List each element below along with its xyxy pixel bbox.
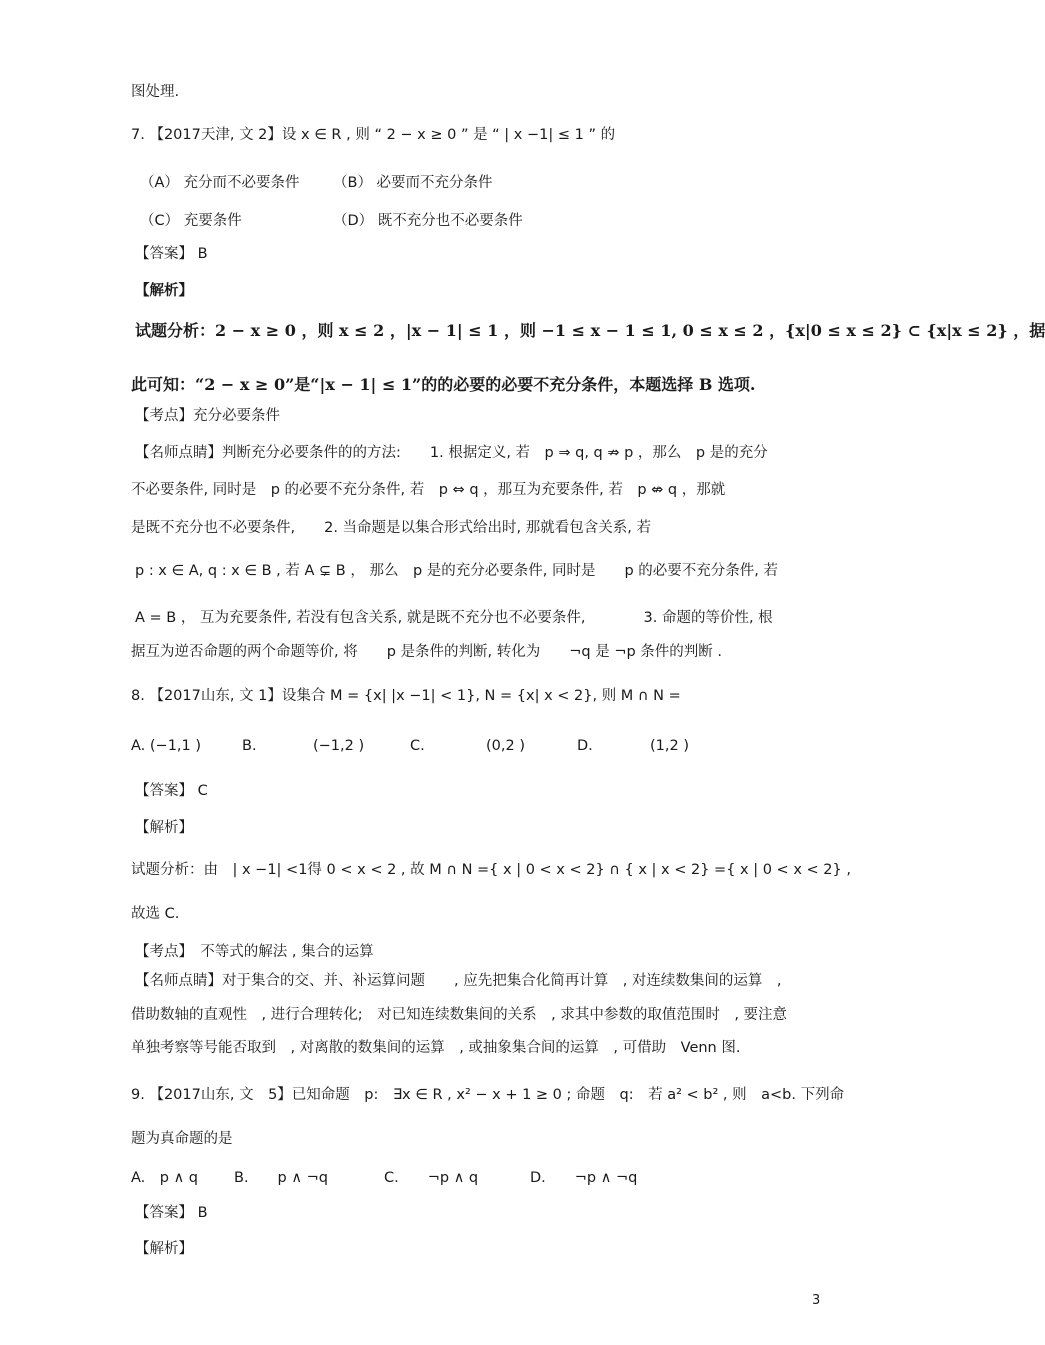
analysis-text: 试题分析：由 | x −1| <1得 0 < x < 2 , 故 M ∩ N ={ x | 0 < x < 2} ∩ { x | x < 2} ={ x | 0 < x < 2} , [131,862,851,878]
answer-label: 【答案】 C [135,783,208,799]
tip-text: 是既不充分也不必要条件, 2. 当命题是以集合形式给出时, 那就看包含关系, 若 [131,520,651,536]
option-b: B. p ∧ ¬q [234,1170,328,1186]
option-d-label: D. [577,738,593,754]
tip-text: 单独考察等号能否取到 , 对离散的数集间的运算 , 或抽象集合间的运算 , 可借助 Venn 图. [131,1040,741,1056]
tip-text: 【名师点睛】判断充分必要条件的的方法: 1. 根据定义, 若 p ⇒ q, q ⇏ p ，那么 p 是的充分 [135,445,768,461]
option-a: （A） 充分而不必要条件 [140,175,300,191]
analysis-text: 试题分析：2 − x ≥ 0 ，则 x ≤ 2 ，|x − 1| ≤ 1 ，则 −1 ≤ x − 1 ≤ 1, 0 ≤ x ≤ 2 ，{x|0 ≤ x ≤ 2} ⊂ {x|x ≤ 2} ，据 [135,321,1045,340]
tip-text: 据互为逆否命题的两个命题等价, 将 p 是条件的判断, 转化为 ¬q 是 ¬p 条件的判断 . [131,644,722,660]
question-7-stem: 7. 【2017天津, 文 2】设 x ∈ R , 则 “ 2 − x ≥ 0 ” 是 “ | x −1| ≤ 1 ” 的 [131,127,616,143]
option-b-label: B. [242,738,257,754]
option-d: D. ¬p ∧ ¬q [530,1170,638,1186]
question-8-stem: 8. 【2017山东, 文 1】设集合 M = {x| |x −1| < 1}, N = {x| x < 2}, 则 M ∩ N = [131,688,681,704]
analysis-heading: 【解析】 [135,283,193,299]
option-c: （C） 充要条件 [140,213,242,229]
tip-text: 借助数轴的直观性 , 进行合理转化; 对已知连续数集间的关系 , 求其中参数的取值范围时 , 要注意 [131,1007,788,1023]
option-d: （D） 既不充分也不必要条件 [333,213,523,229]
answer-label: 【答案】 B [135,246,208,262]
option-c: C. ¬p ∧ q [384,1170,479,1186]
analysis-heading: 【解析】 [135,820,193,836]
analysis-heading: 【解析】 [135,1241,193,1257]
option-a: A. (−1,1 ) [131,738,202,754]
analysis-text: 此可知：“2 − x ≥ 0”是“|x − 1| ≤ 1”的的必要的必要不充分条件，本题选择 B 选项. [131,375,756,394]
tip-text: 不必要条件, 同时是 p 的必要不充分条件, 若 p ⇔ q ，那互为充要条件, 若 p ⇎ q ，那就 [131,482,726,498]
key-point: 【考点】充分必要条件 [135,408,280,424]
tip-text: 【名师点睛】对于集合的交、并、补运算问题 , 应先把集合化简再计算 , 对连续数集间的运算 , [135,973,782,989]
tip-text: p : x ∈ A, q : x ∈ B , 若 A ⊊ B ， 那么 p 是的充分必要条件, 同时是 p 的必要不充分条件, 若 [135,563,779,579]
answer-label: 【答案】 B [135,1205,208,1221]
option-d-value: (1,2 ) [650,738,689,754]
key-point: 【考点】 不等式的解法 , 集合的运算 [135,944,374,960]
tip-text: A = B ， 互为充要条件, 若没有包含关系, 就是既不充分也不必要条件, 3. 命题的等价性, 根 [135,610,773,626]
option-b-value: (−1,2 ) [313,738,365,754]
option-a: A. p ∧ q [131,1170,199,1186]
page-number: 3 [812,1293,821,1308]
question-9-stem: 题为真命题的是 [131,1131,233,1147]
option-c-label: C. [410,738,425,754]
option-c-value: (0,2 ) [486,738,525,754]
text-line: 图处理. [131,84,180,100]
question-9-stem: 9. 【2017山东, 文 5】已知命题 p: ∃x ∈ R , x² − x + 1 ≥ 0 ; 命题 q: 若 a² < b² , 则 a<b. 下列命 [131,1087,845,1103]
analysis-text: 故选 C. [131,906,180,922]
option-b: （B） 必要而不充分条件 [333,175,493,191]
